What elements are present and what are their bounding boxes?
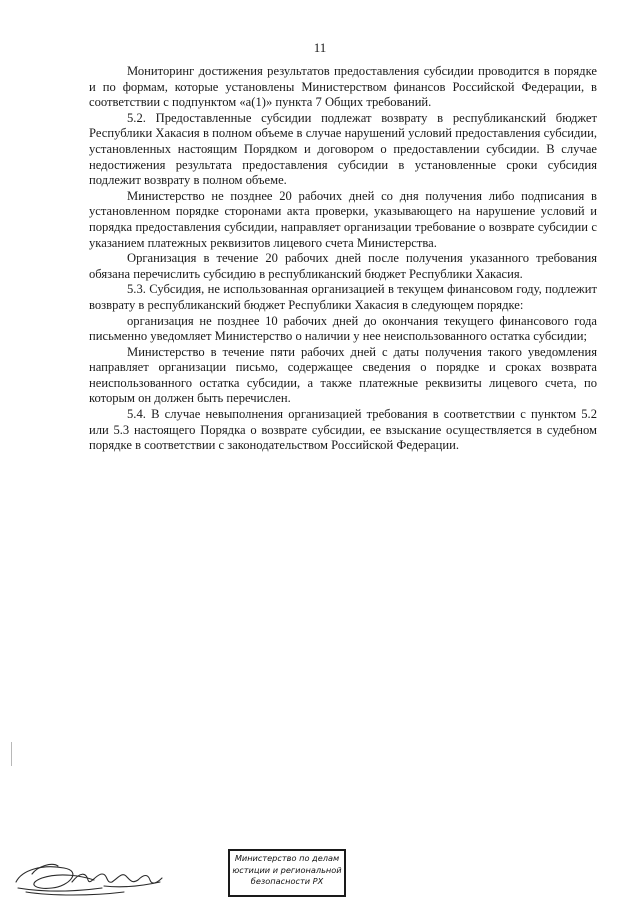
stamp-line-3: безопасности РХ [250,876,324,886]
paragraph-5-2: 5.2. Предоставленные субсидии подлежат возврату в республиканский бюджет Республики Хакасия в полном объеме в случае нарушений условий предоставления субсидии, установленных настоящим Порядком и договором о предоставлении субсидии. В случае недостижения результата предоставления субсидии в установленные сроки субсидия подлежит возврату в полном объеме. [89,110,597,188]
handwritten-signature [12,852,212,898]
paragraph-organization-payment: Организация в течение 20 рабочих дней после получения указанного требования обязана перечислить субсидию в республиканский бюджет Республики Хакасия. [89,251,597,281]
paragraph-ministry-letter: Министерство в течение пяти рабочих дней с даты получения такого уведомления направляет организации письмо, содержащее сведения о порядке и сроках возврата неиспользованного остатка субсидии, а также платежные реквизиты лицевого счета, по которым он должен быть перечислен. [89,344,597,406]
registration-stamp [228,849,346,897]
paragraph-ministry-requirement: Министерство не позднее 20 рабочих дней со дня получения либо подписания в установленном порядке сторонами акта проверки, указывающего на нарушение условий и порядка предоставления субсидии, направляет организации требование о возврате субсидии с указанием платежных реквизитов лицевого счета Министерства. [89,188,597,250]
page-number: 11 [313,40,327,55]
paragraph-monitoring: Мониторинг достижения результатов предоставления субсидии проводится в порядке и по формам, которые установлены Министерством финансов Российской Федерации, в соответствии с подпунктом «а(1)» пункта 7 Общих требований. [89,64,597,110]
paragraph-5-3: 5.3. Субсидия, не использованная организацией в текущем финансовом году, подлежит возврату в республиканский бюджет Республики Хакасия в следующем порядке: [89,282,597,312]
margin-mark [11,742,12,766]
stamp-line-1: Министерство по делам [234,853,340,863]
paragraph-5-4: 5.4. В случае невыполнения организацией требования в соответствии с пунктом 5.2 или 5.3 настоящего Порядка о возврате субсидии, ее взыскание осуществляется в судебном порядке в соответствии с законодательством Российской Федерации. [89,407,597,453]
stamp-line-2: юстиции и региональной [232,864,342,875]
paragraph-organization-notice: организация не позднее 10 рабочих дней до окончания текущего финансового года письменно уведомляет Министерство о наличии у нее неиспользованного остатка субсидии; [89,313,597,344]
document-body [89,64,597,454]
